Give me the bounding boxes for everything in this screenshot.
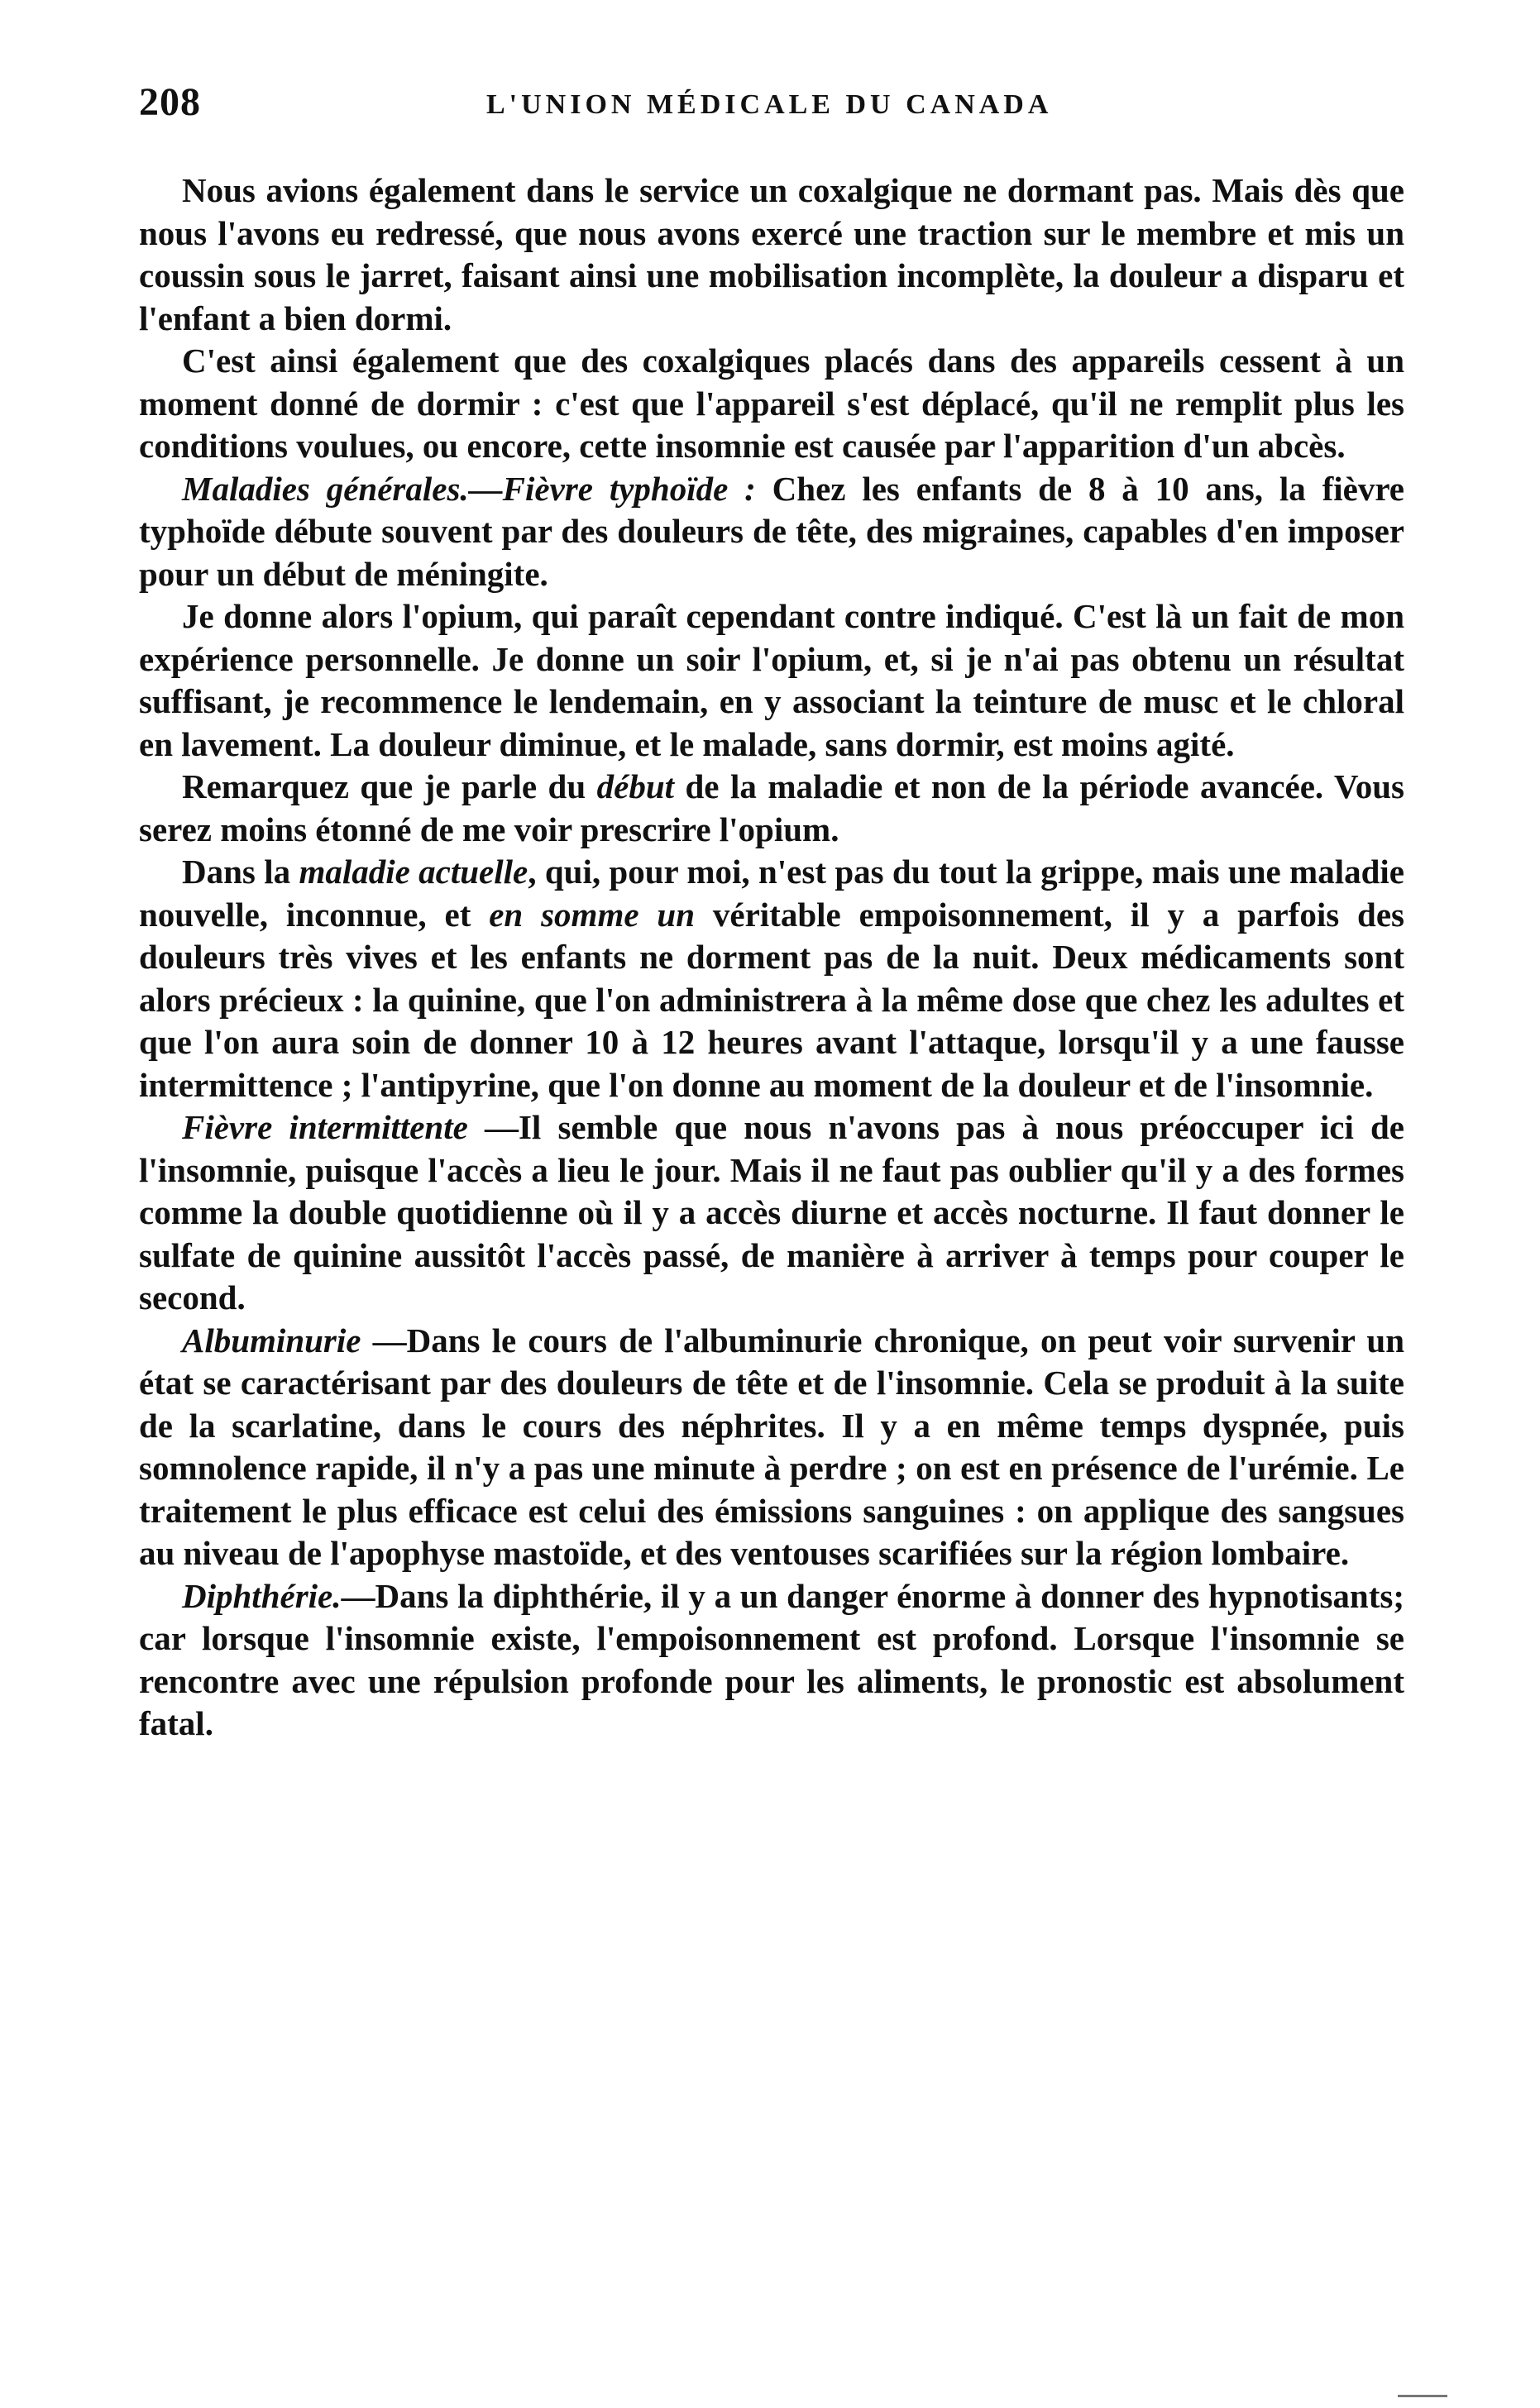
paragraph-coxalgique [139,170,1404,340]
paragraph-opium [139,595,1404,766]
running-title: L'UNION MÉDICALE DU CANADA [486,89,1053,120]
paragraph-appareils [139,340,1404,468]
paragraph-remarquez [139,766,1404,851]
paragraph-albuminurie [139,1320,1404,1575]
paragraph-text: véritable empoisonnement, il y a parfois des douleurs très vives et les enfants ne dorment pas de la nuit. Deux médicaments sont alors précieux : la quinine, que l'on administrera à la même dose que chez les adultes et que l'on aura soin de donner 10 à 12 heures avant l'attaque, lorsqu'il y a une fausse intermittence ; l'antipyrine, que l'on donne au moment de la douleur et de l'insomnie. [139,895,1404,1104]
paragraph-maladie-actuelle [139,851,1404,1106]
section-heading: Fièvre intermittente [182,1108,468,1146]
paragraph-fievre-typhoide [139,468,1404,596]
article-body [139,170,1404,1746]
emphasis: début [596,767,675,805]
emphasis: maladie actuelle [299,853,528,891]
scan-edge-mark [1398,2395,1447,2404]
page-number: 208 [139,80,201,124]
paragraph-text: Je donne alors l'opium, qui paraît cependant contre indiqué. C'est là un fait de mon expérience personnelle. Je donne un soir l'opium, et, si je n'ai pas obtenu un résultat suffisant, je recommence le lendemain, en y associant la teinture de musc et le chloral en lavement. La douleur diminue, et le malade, sans dormir, est moins agité. [139,597,1404,763]
paragraph-text: —Dans le cours de l'albuminurie chronique, on peut voir survenir un état se caractérisant par des douleurs de tête et de l'insomnie. Cela se produit à la suite de la scarlatine, dans le cours des néphrites. Il y a en même temps dyspnée, puis somnolence rapide, il n'y a pas une minute à perdre ; on est en présence de l'urémie. Le traitement le plus efficace est celui des émissions sanguines : on applique des sangsues au niveau de l'apophyse mastoïde, et des ventouses scarifiées sur la région lombaire. [139,1321,1404,1572]
paragraph-text-pre: Dans la [182,853,299,891]
page-header [139,79,1429,146]
section-heading: Maladies générales.—Fièvre typhoïde : [182,469,756,508]
paragraph-text-pre: Remarquez que je parle du [182,767,597,805]
section-heading: Albuminurie [182,1321,361,1359]
paragraph-text: Nous avions également dans le service un coxalgique ne dormant pas. Mais dès que nous l'avons eu redressé, que nous avons exercé une traction sur le membre et mis un coussin sous le jarret, faisant ainsi une mobilisation incomplète, la douleur a disparu et l'enfant a bien dormi. [139,171,1404,337]
paragraph-text-mid: , qui, pour moi, n'est pas du tout la grippe, mais une maladie nouvelle, inconnue, et [139,853,1404,934]
paragraph-text: C'est ainsi également que des coxalgiques placés dans des appareils cessent à un moment donné de dormir : c'est que l'appareil s'est déplacé, qu'il ne remplit plus les conditions voulues, ou encore, cette insomnie est causée par l'apparition d'un abcès. [139,342,1404,465]
paragraph-text: de la maladie et non de la période avancée. Vous serez moins étonné de me voir prescrire l'opium. [139,767,1404,848]
section-heading: Diphthérie. [182,1576,342,1615]
paragraph-text: —Dans la diphthérie, il y a un danger énorme à donner des hypnotisants; car lorsque l'insomnie existe, l'empoisonnement est profond. Lorsque l'insomnie se rencontre avec une répulsion profonde pour les aliments, le pronostic est absolument fatal. [139,1576,1404,1742]
paragraph-diphtherie [139,1575,1404,1746]
emphasis: en somme un [489,895,696,934]
paragraph-text: —Il semble que nous n'avons pas à nous préoccuper ici de l'insomnie, puisque l'accès a lieu le jour. Mais il ne faut pas oublier qu'il y a des formes comme la double quotidienne où il y a accès diurne et accès nocturne. Il faut donner le sulfate de quinine aussitôt l'accès passé, de manière à arriver à temps pour couper le second. [139,1108,1404,1316]
paragraph-fievre-intermittente [139,1106,1404,1320]
paragraph-text: Chez les enfants de 8 à 10 ans, la fièvre typhoïde débute souvent par des douleurs de tête, des migraines, capables d'en imposer pour un début de méningite. [139,469,1404,593]
